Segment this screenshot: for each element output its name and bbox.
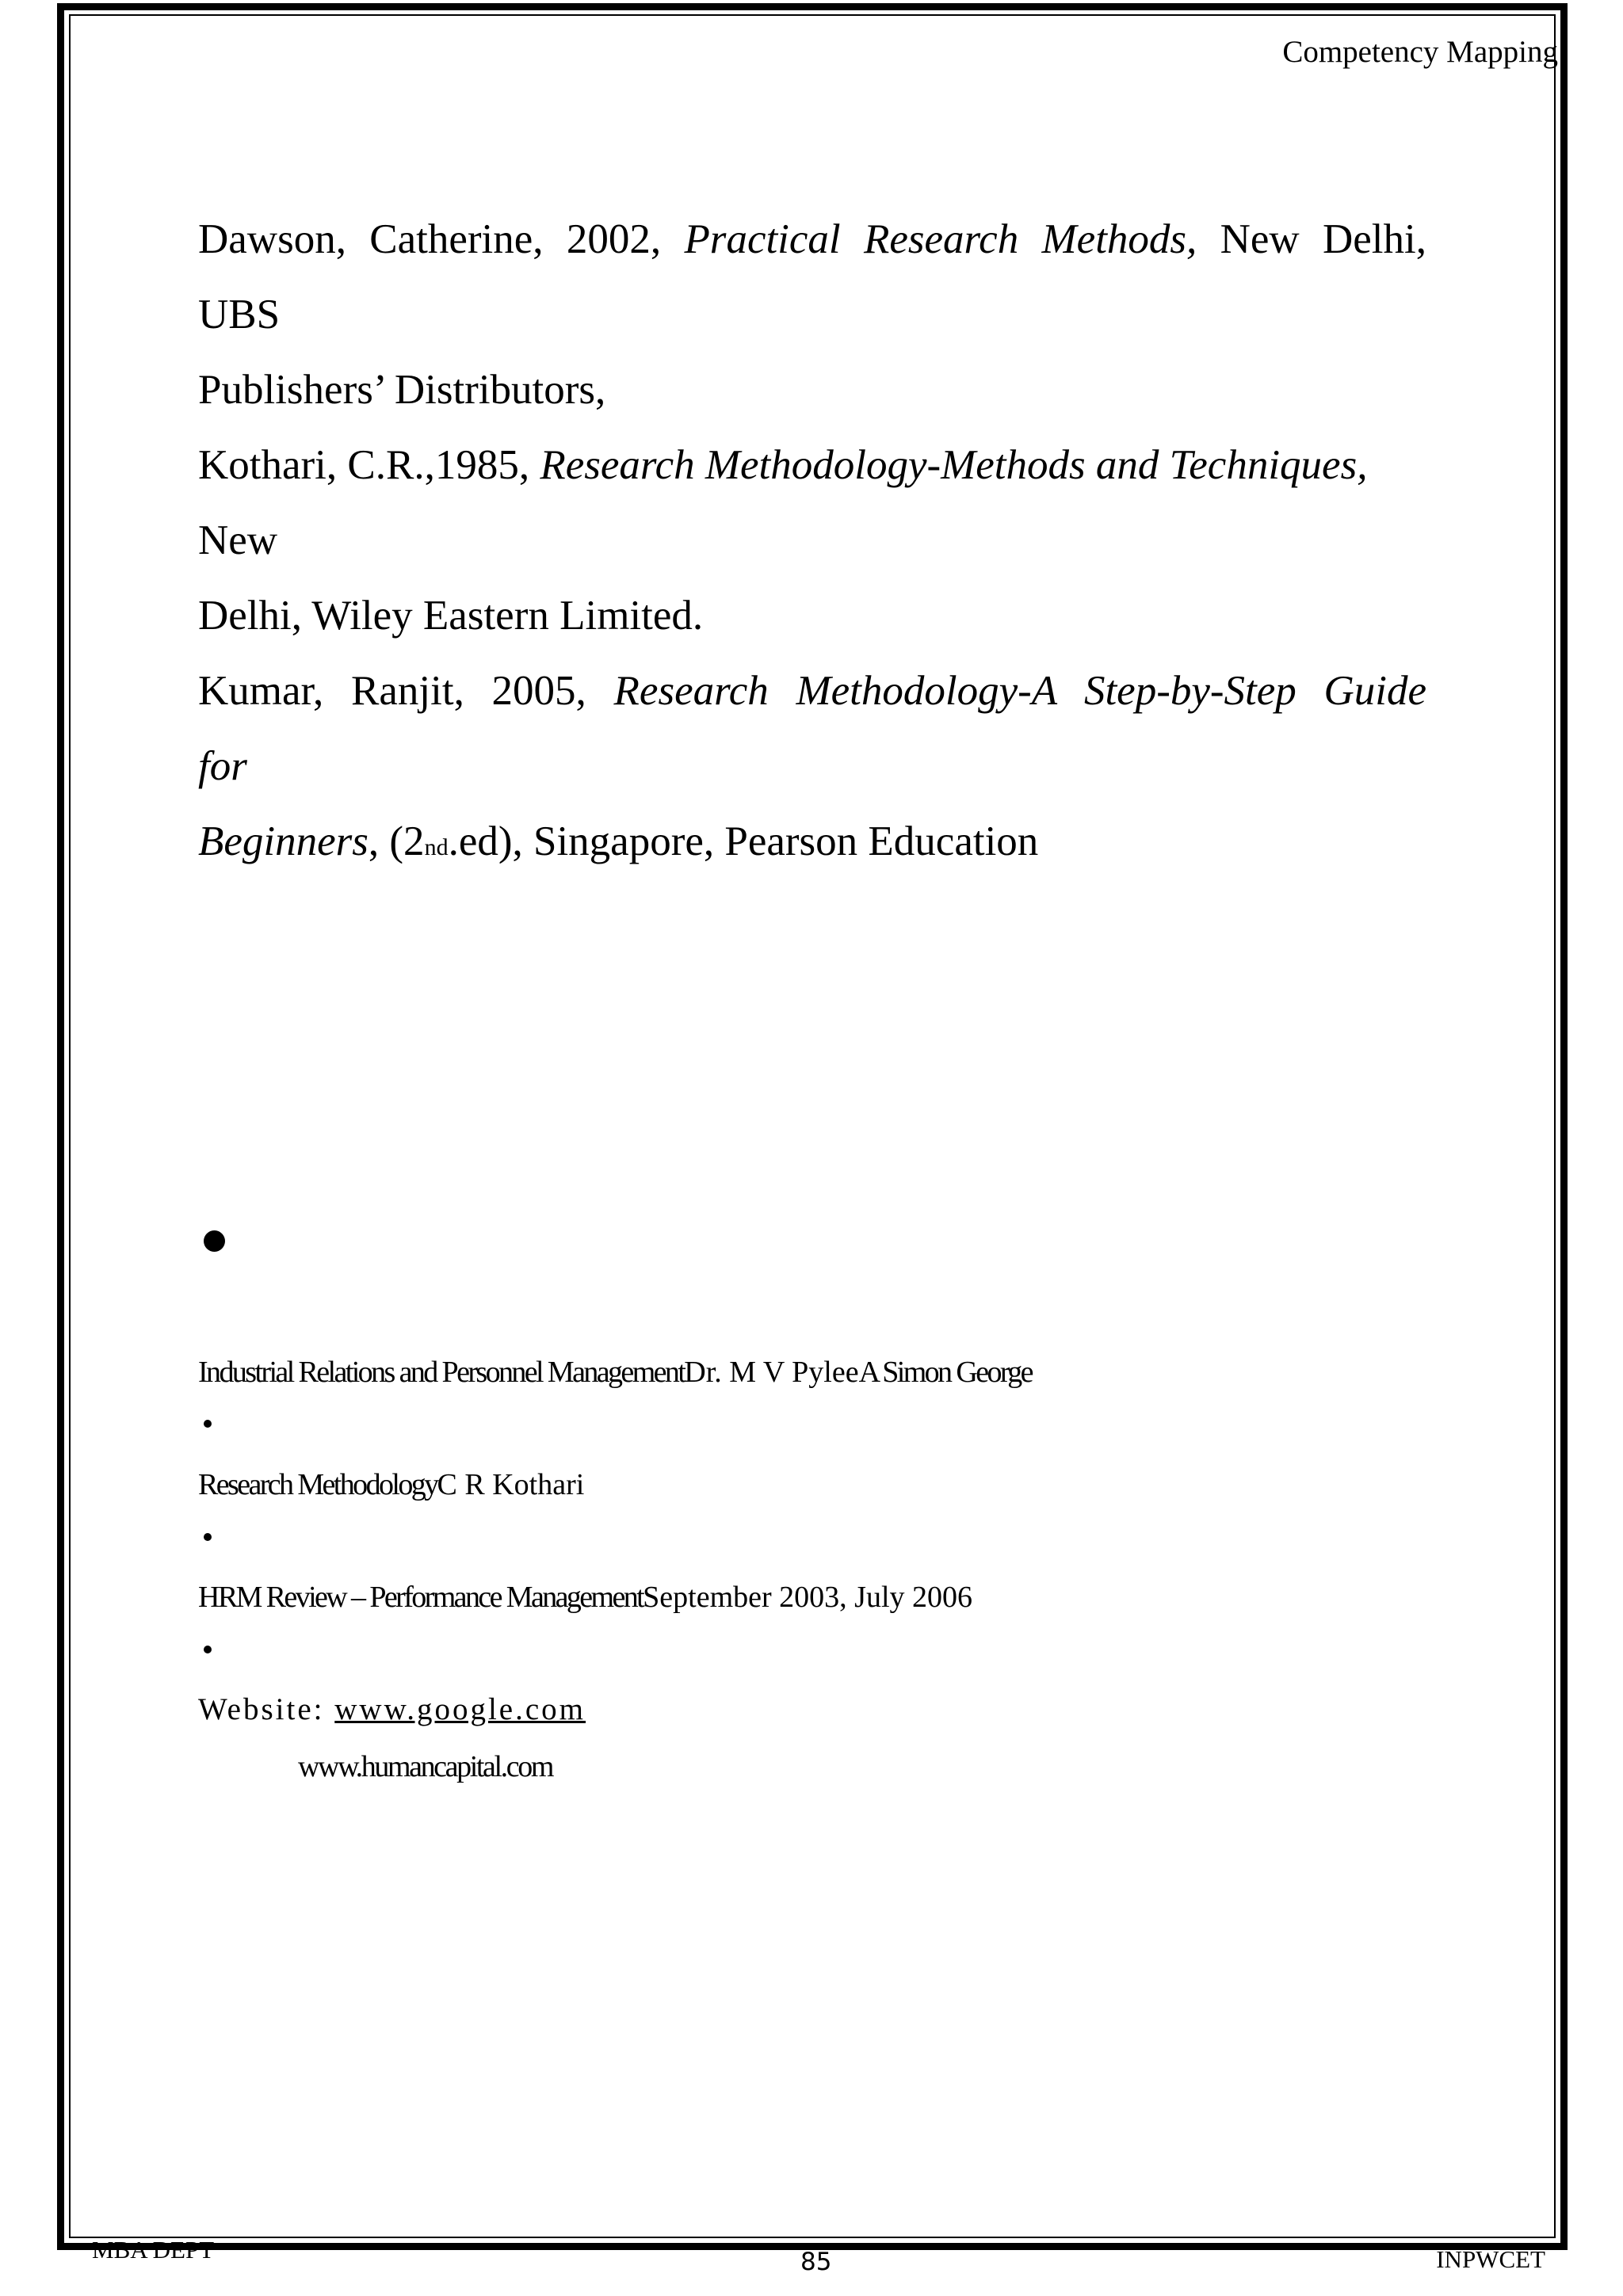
ordinal-suffix: nd	[424, 834, 449, 860]
reference-title: Research Methodology-Methods and Techniques,	[540, 442, 1368, 488]
footer-institute: INPWCET	[1436, 2245, 1545, 2273]
bullet-dot-icon	[204, 1646, 212, 1653]
book-reference-2: Research MethodologyC R Kothari	[198, 1468, 585, 1501]
website-link-humancapital[interactable]: www.humancapital.com	[298, 1750, 552, 1783]
running-title: Competency Mapping	[1282, 35, 1558, 69]
reference-kothari-line3: Delhi, Wiley Eastern Limited.	[198, 593, 704, 639]
website-line: Website: www.google.com	[198, 1692, 586, 1726]
reference-title: Research Methodology-A Step-by-Step Guide	[613, 668, 1426, 714]
reference-title: Practical Research Methods,	[684, 216, 1197, 262]
reference-kothari-line2: New	[198, 517, 278, 563]
book-reference-1: Industrial Relations and Personnel ManagementDr. M V PyleeA Simon George	[198, 1356, 1032, 1389]
footer-department: MBA DEPT	[92, 2236, 215, 2264]
book-reference-3: HRM Review – Performance ManagementSeptember 2003, July 2006	[198, 1581, 973, 1614]
reference-list	[198, 202, 1426, 885]
bullet-dot-icon	[204, 1230, 225, 1252]
bullet-dot-icon	[204, 1420, 212, 1428]
website-link-google[interactable]: www.google.com	[334, 1692, 586, 1726]
reference-kumar-line3: Beginners, (2nd.ed), Singapore, Pearson Education	[198, 818, 1039, 864]
reference-kothari-line1: Kothari, C.R.,1985, Research Methodology-Methods and Techniques,	[198, 442, 1368, 488]
reference-kumar-line1: Kumar, Ranjit, 2005, Research Methodology-A Step-by-Step Guide	[198, 668, 1426, 714]
reference-dawson-line1: Dawson, Catherine, 2002, Practical Research Methods, New Delhi,	[198, 216, 1426, 262]
reference-kumar-line2: for	[198, 743, 247, 789]
footer-page-number: 85	[800, 2248, 832, 2276]
bullet-dot-icon	[204, 1533, 212, 1541]
reference-dawson-line2: UBS	[198, 292, 281, 338]
reference-dawson-line3: Publishers’ Distributors,	[198, 367, 606, 413]
